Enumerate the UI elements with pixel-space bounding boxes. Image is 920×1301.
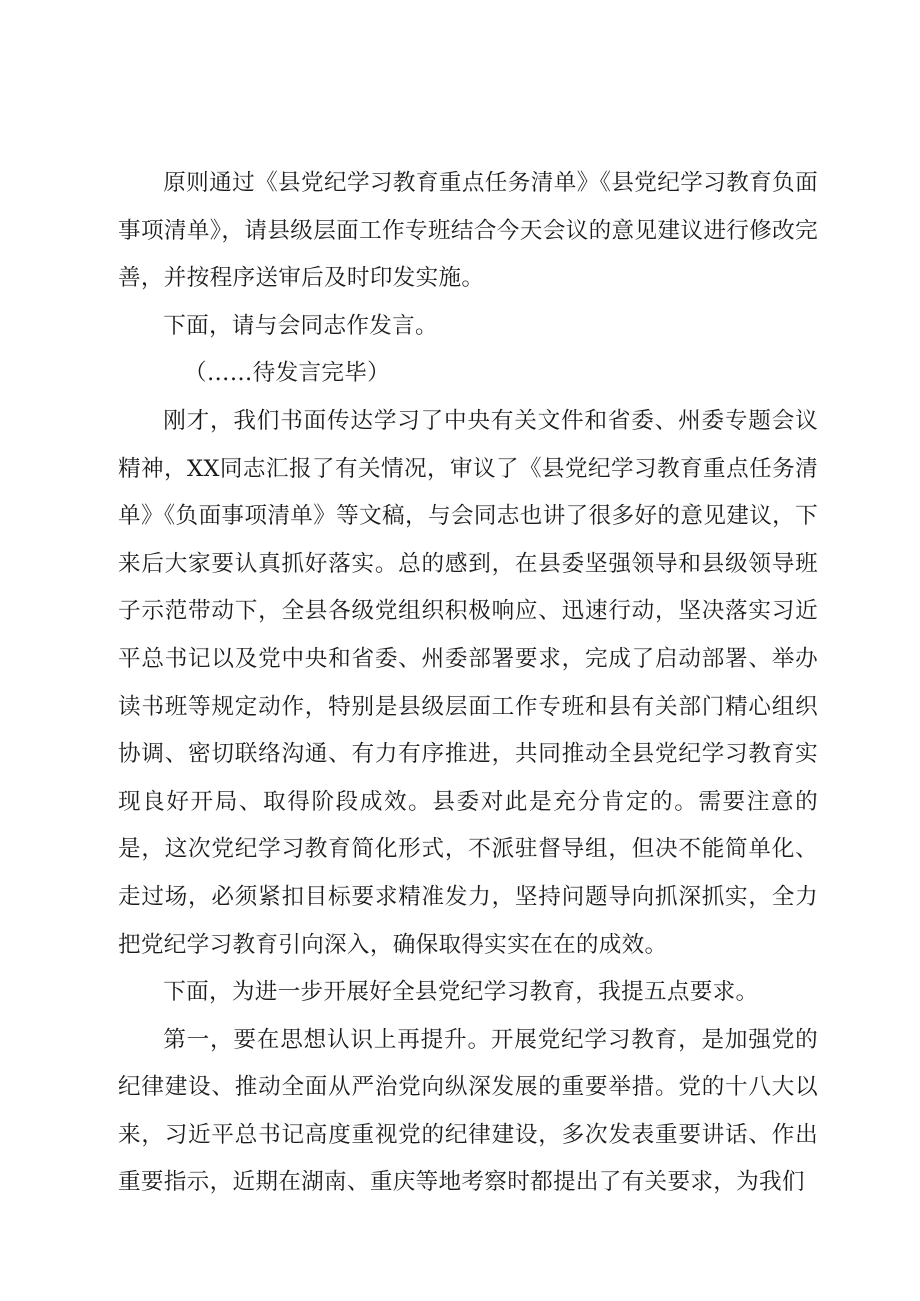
paragraph-speech-note: （……待发言完毕） [184,360,391,387]
paragraph-invite-speeches: 下面，请与会同志作发言。 [163,312,438,339]
document-body [118,160,818,1207]
paragraph-five-requirements: 下面，为进一步开展好全县党纪学习教育，我提五点要求。 [163,979,759,1006]
paragraph-summary: 刚才，我们书面传达学习了中央有关文件和省委、州委专题会议精神，XX同志汇报了有关情况，审议了《县党纪学习教育重点任务清单》《负面事项清单》等文稿，与会同志也讲了很多好的意见建议，下来后大家要认真抓好落实。总的感到，在县委坚强领导和县级领导班子示范带动下，全县各级党组织积极响应、迅速行动，坚决落实习近平总书记以及党中央和省委、州委部署要求，完成了启动部署、举办读书班等规定动作，特别是县级层面工作专班和县有关部门精心组织协调、密切联络沟通、有力有序推进，共同推动全县党纪学习教育实现良好开局、取得阶段成效。县委对此是充分肯定的。需要注意的是，这次党纪学习教育简化形式，不派驻督导组，但决不能简单化、走过场，必须紧扣目标要求精准发力，坚持问题导向抓深抓实，全力把党纪学习教育引向深入，确保取得实实在在的成效。 [118,407,818,958]
paragraph-first-requirement: 第一，要在思想认识上再提升。开展党纪学习教育，是加强党的纪律建设、推动全面从严治党向纵深发展的重要举措。党的十八大以来，习近平总书记高度重视党的纪律建设，多次发表重要讲话、作出重要指示，近期在湖南、重庆等地考察时都提出了有关要求，为我们 [118,1026,818,1196]
paragraph-approval: 原则通过《县党纪学习教育重点任务清单》《县党纪学习教育负面事项清单》，请县级层面工作专班结合今天会议的意见建议进行修改完善，并按程序送审后及时印发实施。 [118,170,818,292]
